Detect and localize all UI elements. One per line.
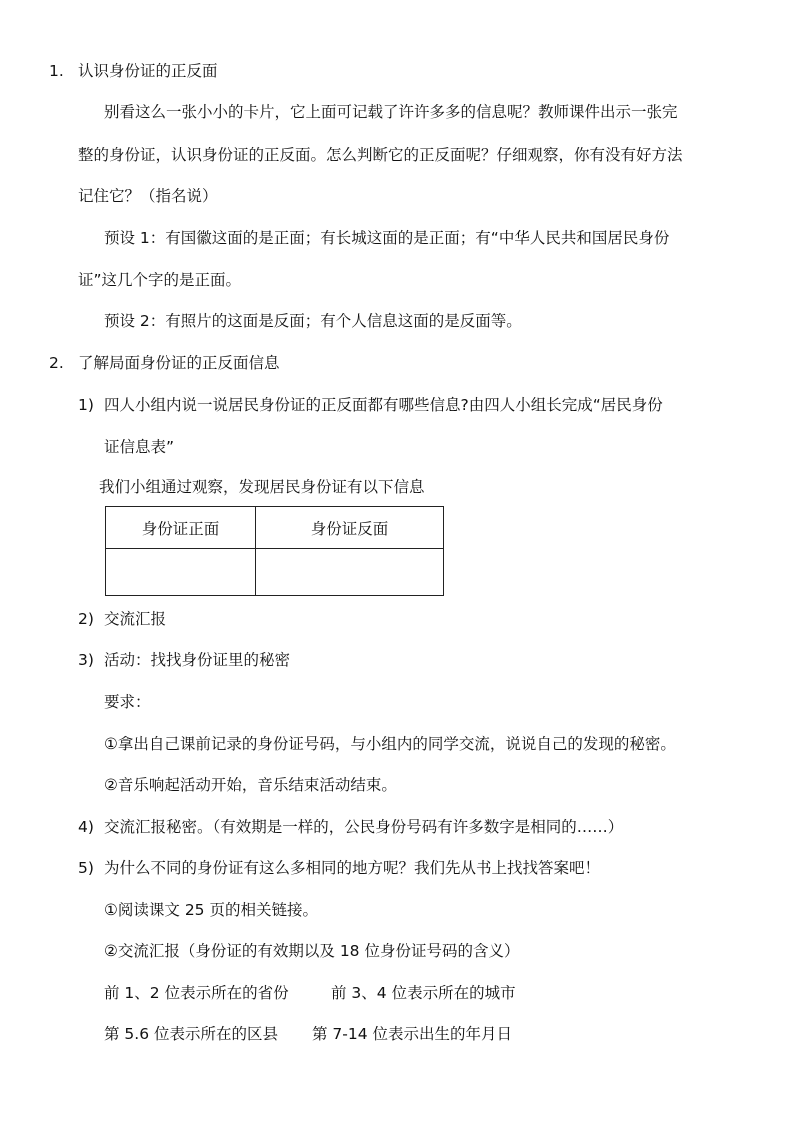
preset-2-line: 预设 2：有照片的这面是反面；有个人信息这面的是反面等。 <box>104 312 522 330</box>
digit-meaning-1: 前 1、2 位表示所在的省份 <box>104 984 289 1002</box>
table-header-row <box>106 507 444 549</box>
digit-meaning-3: 第 5.6 位表示所在的区县 <box>104 1025 279 1043</box>
section-2-heading: 了解局面身份证的正反面信息 <box>78 354 280 372</box>
item-5-text: 为什么不同的身份证有这么多相同的地方呢？我们先从书上找找答案吧！ <box>104 859 601 877</box>
item-1-number: 1) <box>78 396 94 414</box>
table-cell-front <box>106 549 256 596</box>
paragraph-line: 记住它？（指名说） <box>78 187 218 205</box>
item-2-text: 交流汇报 <box>104 610 167 628</box>
table-header-front: 身份证正面 <box>106 507 256 549</box>
item-4-text: 交流汇报秘密。（有效期是一样的，公民身份号码有许多数字是相同的……） <box>104 818 624 836</box>
preset-1-line: 证”这几个字的是正面。 <box>78 271 242 289</box>
section-2-number: 2. <box>49 354 64 372</box>
item-5-number: 5) <box>78 859 94 877</box>
paragraph-line: 别看这么一张小小的卡片，它上面可记载了许许多多的信息呢？教师课件出示一张完 <box>104 103 678 121</box>
item-1-line: 证信息表” <box>104 438 175 456</box>
step-2: ②交流汇报（身份证的有效期以及 18 位身份证号码的含义） <box>104 942 520 960</box>
requirement-2: ②音乐响起活动开始，音乐结束活动结束。 <box>104 776 397 794</box>
table-row <box>106 549 444 596</box>
requirement-label: 要求： <box>104 693 151 711</box>
paragraph-line: 整的身份证，认识身份证的正反面。怎么判断它的正反面呢？仔细观察，你有没有好方法 <box>78 146 683 164</box>
table-header-back: 身份证反面 <box>256 507 444 549</box>
digit-meaning-4: 第 7-14 位表示出生的年月日 <box>312 1025 513 1043</box>
step-1: ①阅读课文 25 页的相关链接。 <box>104 901 318 919</box>
observe-text: 我们小组通过观察，发现居民身份证有以下信息 <box>99 478 425 496</box>
item-3-text: 活动：找找身份证里的秘密 <box>104 651 291 669</box>
item-2-number: 2) <box>78 610 94 628</box>
id-card-info-table <box>105 506 444 596</box>
item-1-line: 四人小组内说一说居民身份证的正反面都有哪些信息?由四人小组长完成“居民身份 <box>104 396 663 414</box>
section-1-number: 1. <box>49 62 64 80</box>
item-4-number: 4) <box>78 818 94 836</box>
preset-1-line: 预设 1：有国徽这面的是正面；有长城这面的是正面；有“中华人民共和国居民身份 <box>104 229 670 247</box>
requirement-1: ①拿出自己课前记录的身份证号码，与小组内的同学交流，说说自己的发现的秘密。 <box>104 735 676 753</box>
digit-meaning-2: 前 3、4 位表示所在的城市 <box>331 984 516 1002</box>
table-cell-back <box>256 549 444 596</box>
item-3-number: 3) <box>78 651 94 669</box>
section-1-heading: 认识身份证的正反面 <box>78 62 218 80</box>
